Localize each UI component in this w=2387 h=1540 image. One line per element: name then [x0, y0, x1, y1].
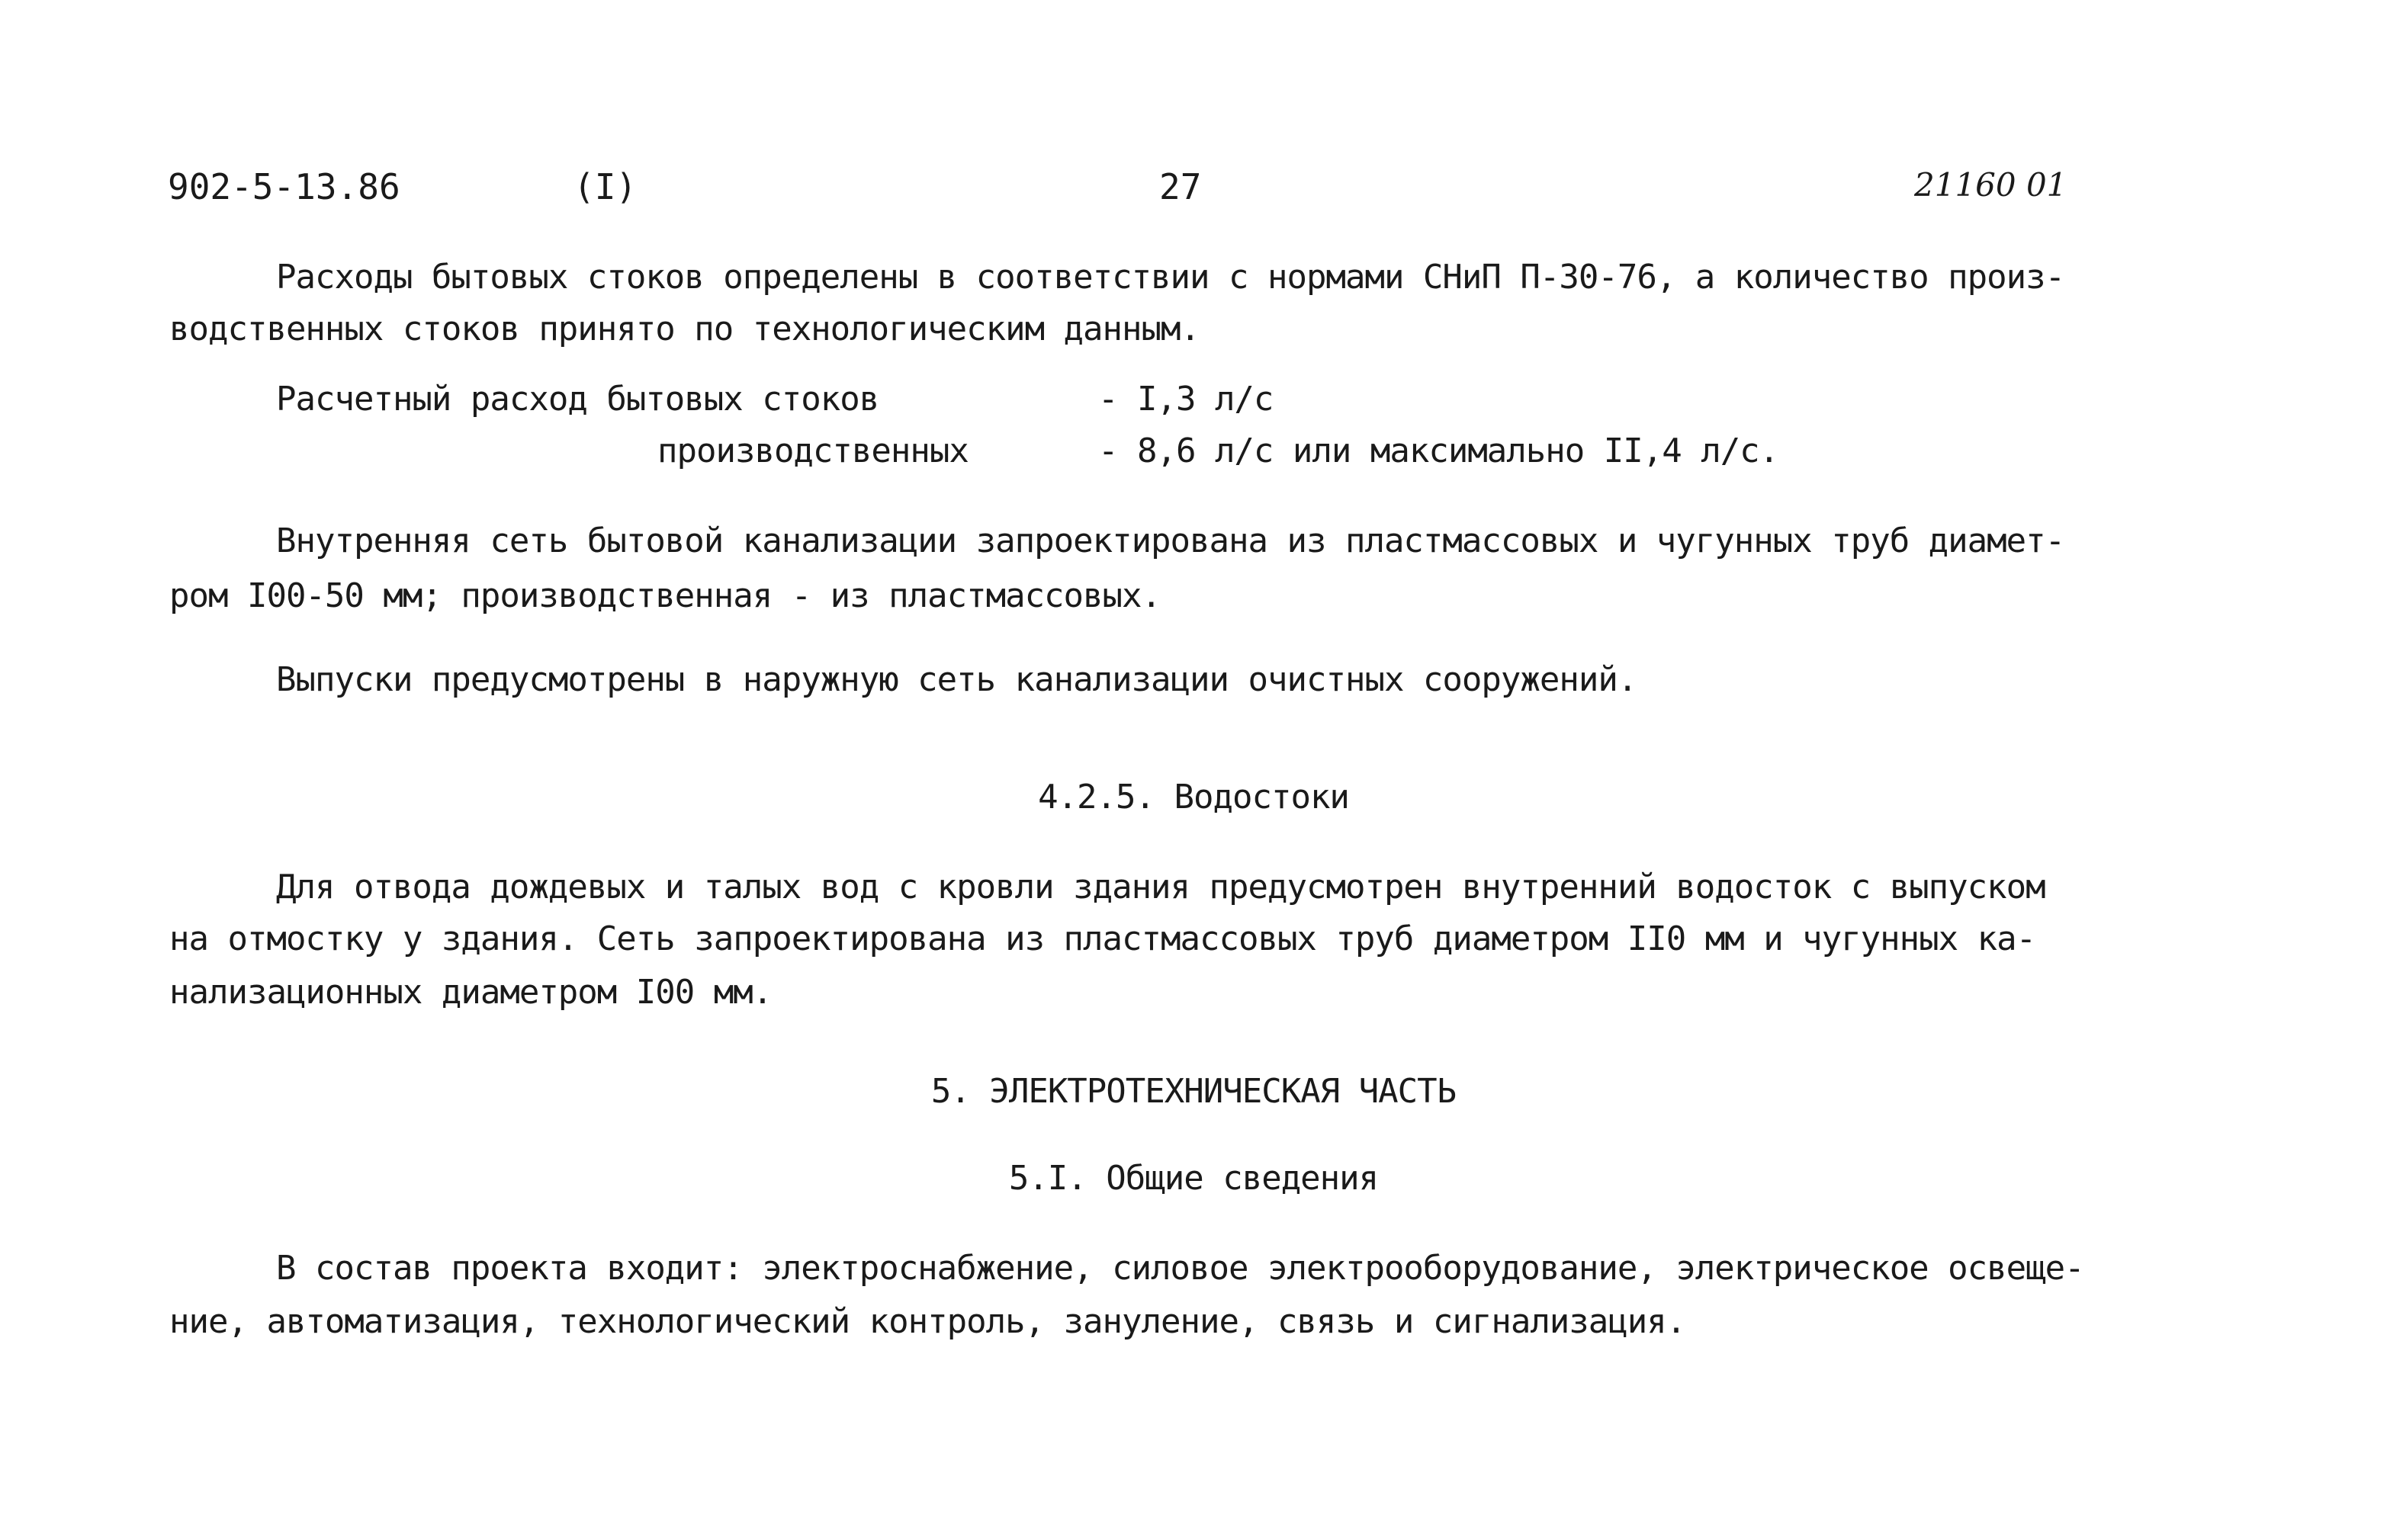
- para5-line1: В состав проекта входит: электроснабжение, силовое электрооборудование, электрическое освеще-: [276, 1249, 2084, 1288]
- para2-line1: Внутренняя сеть бытовой канализации запроектирована из пластмассовых и чугунных труб диамет-: [276, 521, 2065, 560]
- domestic-flow-value: - I,3 л/с: [1098, 380, 1274, 419]
- para1-line1: Расходы бытовых стоков определены в соответствии с нормами СНиП П-30-76, а количество произ-: [276, 258, 2065, 297]
- para2-line2: ром I00-50 мм; производственная - из пластмассовых.: [169, 576, 1161, 615]
- section-title-5: 5. ЭЛЕКТРОТЕХНИЧЕСКАЯ ЧАСТЬ: [930, 1072, 1457, 1111]
- industrial-flow-value: - 8,6 л/с или максимально II,4 л/с.: [1098, 432, 1779, 470]
- doc-code: 902-5-13.86: [168, 166, 400, 207]
- para4-line3: нализационных диаметром I00 мм.: [169, 973, 773, 1012]
- para4-line2: на отмостку у здания. Сеть запроектирована из пластмассовых труб диаметром II0 мм и чугунных ка-: [169, 919, 2036, 958]
- section-title-425: 4.2.5. Водостоки: [1038, 778, 1349, 817]
- para4-line1: Для отвода дождевых и талых вод с кровли здания предусмотрен внутренний водосток с выпуском: [276, 868, 2045, 906]
- part-number: (I): [573, 166, 638, 207]
- industrial-flow-label: производственных: [657, 432, 969, 470]
- section-title-51: 5.I. Общие сведения: [1008, 1159, 1379, 1198]
- para1-line2: водственных стоков принято по технологическим данным.: [169, 310, 1200, 348]
- domestic-flow-label: Расчетный расход бытовых стоков: [276, 380, 879, 419]
- page-number: 27: [1159, 166, 1202, 207]
- sheet-code: 21160 01: [1914, 166, 2067, 204]
- para3-line1: Выпуски предусмотрены в наружную сеть канализации очистных сооружений.: [276, 660, 1637, 699]
- para5-line2: ние, автоматизация, технологический контроль, зануление, связь и сигнализация.: [169, 1302, 1686, 1341]
